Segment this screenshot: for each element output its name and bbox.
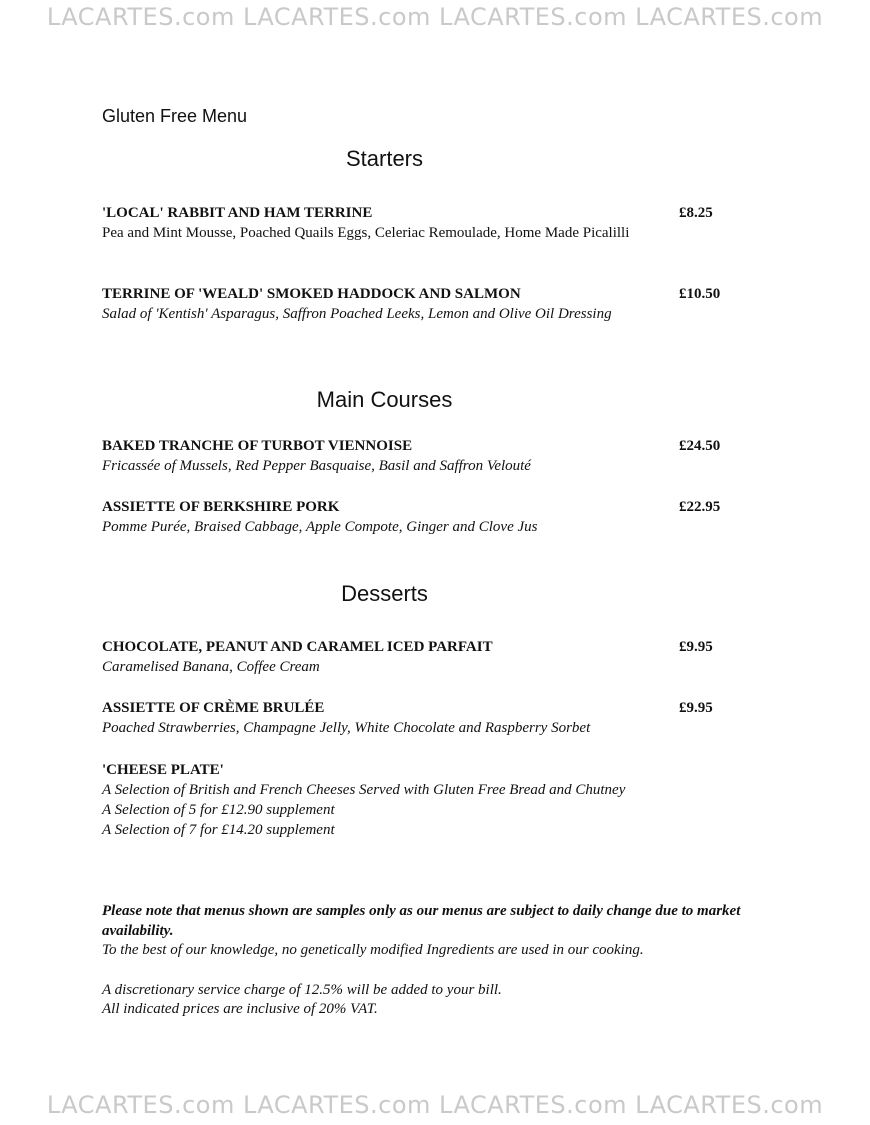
item-price: £9.95 <box>679 639 713 655</box>
vat-note: All indicated prices are inclusive of 20% VAT. <box>102 1001 378 1017</box>
section-heading: Main Courses <box>316 387 453 412</box>
menu-item <box>102 203 742 243</box>
item-name: ASSIETTE OF CRÈME BRULÉE <box>102 700 325 716</box>
menu-notes <box>102 902 782 1020</box>
menu-item <box>102 637 742 677</box>
disclaimer-note: Please note that menus shown are samples only as our menus are subject to daily change due to market availability. <box>102 903 741 939</box>
item-description: Pea and Mint Mousse, Poached Quails Eggs, Celeriac Remoulade, Home Made Picalilli <box>102 225 630 241</box>
menu-item <box>102 497 742 537</box>
section-heading: Starters <box>345 146 424 171</box>
menu-item <box>102 284 742 324</box>
item-name: CHOCOLATE, PEANUT AND CARAMEL ICED PARFAIT <box>102 639 493 655</box>
item-name: 'LOCAL' RABBIT AND HAM TERRINE <box>102 205 373 221</box>
item-name: ASSIETTE OF BERKSHIRE PORK <box>102 499 340 515</box>
item-option: A Selection of 5 for £12.90 supplement <box>102 802 335 818</box>
service-charge-note: A discretionary service charge of 12.5% will be added to your bill. <box>102 981 502 998</box>
item-name: TERRINE OF 'WEALD' SMOKED HADDOCK AND SALMON <box>102 286 521 302</box>
item-name: BAKED TRANCHE OF TURBOT VIENNOISE <box>102 438 413 454</box>
menu-item <box>102 436 742 476</box>
item-price: £8.25 <box>679 205 713 221</box>
item-price: £10.50 <box>679 286 721 302</box>
watermark-bottom: LACARTES.com LACARTES.com LACARTES.com LACARTES.com <box>46 1091 824 1119</box>
item-description: Poached Strawberries, Champagne Jelly, White Chocolate and Raspberry Sorbet <box>102 720 591 736</box>
item-description: A Selection of British and French Cheeses Served with Gluten Free Bread and Chutney <box>102 782 626 798</box>
watermark-top: LACARTES.com LACARTES.com LACARTES.com LACARTES.com <box>46 3 824 31</box>
item-price: £22.95 <box>679 499 721 515</box>
item-name: 'CHEESE PLATE' <box>102 762 224 778</box>
page-title: Gluten Free Menu <box>102 106 248 126</box>
item-price: £24.50 <box>679 438 721 454</box>
menu-item <box>102 760 742 840</box>
item-option: A Selection of 7 for £14.20 supplement <box>102 822 335 838</box>
item-description: Salad of 'Kentish' Asparagus, Saffron Poached Leeks, Lemon and Olive Oil Dressing <box>102 306 612 322</box>
item-description: Pomme Purée, Braised Cabbage, Apple Compote, Ginger and Clove Jus <box>102 519 538 535</box>
section-heading: Desserts <box>341 581 428 606</box>
item-description: Caramelised Banana, Coffee Cream <box>102 659 320 675</box>
item-price: £9.95 <box>679 700 713 716</box>
item-description: Fricassée of Mussels, Red Pepper Basquaise, Basil and Saffron Velouté <box>102 458 531 474</box>
gm-note: To the best of our knowledge, no genetically modified Ingredients are used in our cooking. <box>102 942 644 958</box>
menu-item <box>102 698 742 738</box>
